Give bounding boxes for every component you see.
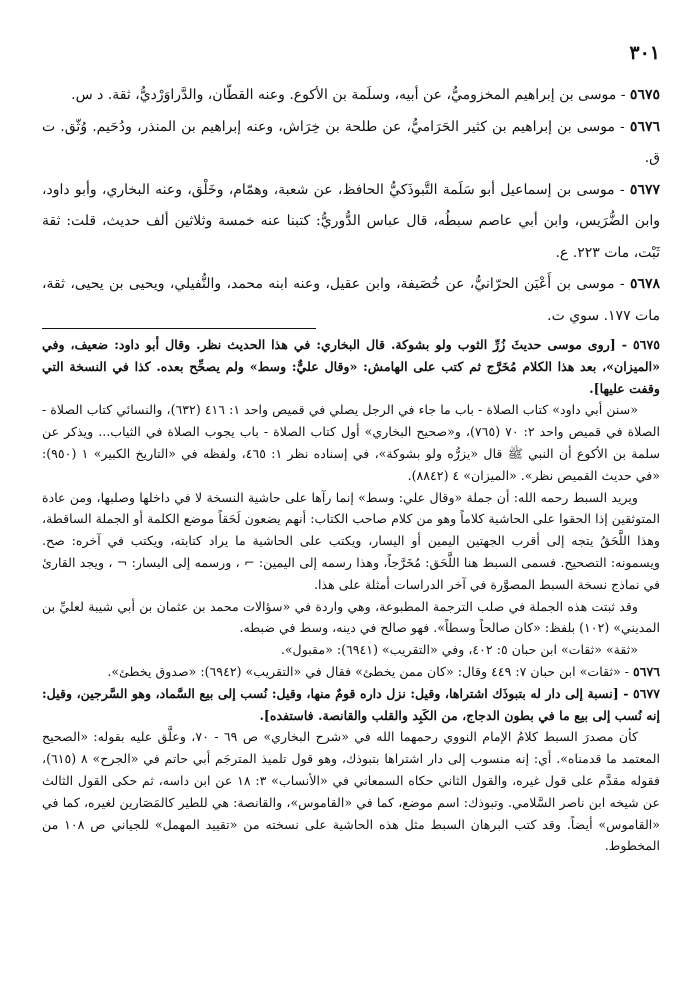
footnotes: [42, 334, 660, 857]
biographical-entries: [42, 80, 660, 332]
note-text: كأن مصدرَ السبط كلامُ الإمام النووي رحمهما الله في «شرح البخاري» ص ٦٩ - ٧٠، وعلَّق عليه بقوله: «الصحيح المعتمد ما قدمناه». أي: إنه منسوب إلى دار اشتراها بتبوذك، وهو قول تلميذ المترجَم أبي حاتم في «الجرح» ٨ (٦١٥)، فقوله مقدَّم على قول غيره، والقول الثاني حكاه السمعاني في «الأنساب» ٣: ١٨ عن ابن داسه، ثم حكى القول الثالث عن شيخه ابن ناصر السَّلامي. وتبوذك: اسم موضع، كما في «القاموس»، والقانصة: هي للطير كالمَصَارين لغيره، كما في «القاموس» أيضاً. وقد كتب البرهان السبط مثل هذه الحاشية على نسخته من «تقييد المهمل» للجياني ص ١٠٨ من المخطوط.: [42, 729, 661, 854]
entry-number: ٥٦٧٨: [629, 276, 661, 292]
note-5677: [42, 683, 660, 727]
entry-number: ٥٦٧٥: [629, 87, 660, 103]
note-number: ٥٦٧٥: [632, 337, 660, 352]
entry-text: - موسى بن أَعْيَن الحرّانيُّ، عن خُصَيفة، وابن عقيل، وعنه ابنه محمد، والنُّفيلي، ويحيى بن يحيى، ثقة، مات ١٧٧. سوي ت.: [42, 276, 660, 324]
note-text: وقد ثبتت هذه الجملة في صلب الترجمة المطبوعة، وهي واردة في «سؤالات محمد بن عثمان بن أبي شيبة لعليِّ بن المديني» (١٠٢) بلفظ: «كان صالحاً وسطاً». فهو صالح في دينه، وسط في ضبطه.: [42, 598, 660, 636]
entry-number: ٥٦٧٧: [629, 181, 660, 198]
page-number: ٣٠١: [629, 42, 660, 64]
footnote-separator: [42, 328, 316, 329]
note-text: «ثقة» «ثقات» ابن حبان ٥: ٤٠٢، وفي «التقريب» (٦٩٤١): «مقبول».: [280, 642, 638, 658]
entry-5675: [42, 80, 660, 112]
note-paragraph: [42, 399, 660, 486]
entry-5677: [42, 175, 660, 270]
note-number: ٥٦٧٦: [632, 663, 660, 679]
entry-5676: [42, 112, 660, 175]
entry-number: ٥٦٧٦: [629, 118, 660, 135]
note-paragraph: [42, 726, 660, 857]
note-text: - «ثقات» ابن حبان ٧: ٤٤٩ وقال: «كان ممن يخطئ» فقال في «التقريب» (٦٩٤٢): «صدوق يخطئ».: [107, 663, 629, 679]
note-text: ويريد السبط رحمه الله: أن جملة «وقال علي: وسط» إنما رآها على حاشية النسخة لا في داخلها وصلبها، ومن عادة المتوثقين إذا الحقوا على الحاشية كلاماً وهو من كلام صاحب الكتاب: أنهم يضعون لَحَقاً موضع الكلمة أو الجملة الساقطة، وهذا اللَّحَقُ يتجه إلى أقرب الجهتين اليمين أو اليسار، ويكتب على الحاشية ما يراد كتابته، ويكتب في آخره: صح. ويسمونه: التصحيح. فسمى السبط هنا اللَّحَق: مُخَرَّجاً، وهذا رسمه إلى اليمين: ⌐ ، ورسمه إلى اليسار: ¬ ، ويجد القارئ في نماذج نسخة السبط المصوَّرة في آخر الدراسات أمثلة على هذا.: [42, 489, 660, 592]
note-text: «سنن أبي داود» كتاب الصلاة - باب ما جاء في الرجل يصلي في قميص واحد ١: ٤١٦ (٦٣٢)، والنسائي كتاب الصلاة - الصلاة في قميص واحد ٢: ٧٠ (٧٦٥)، و«صحيح البخاري» أول كتاب الصلاة - باب يجوب الصلاة في الثياب... ويذكر عن سلمة بن الأكوع أن النبي ﷺ قال «يزرُّه ولو بشوكة»، في إسناده نظر ١: ٤٦٥، ولفظه في «التاريخ الكبير» ١ (٩٥٠): «في حديث القميص نظر». «الميزان» ٤ (٨٨٤٢).: [42, 402, 660, 483]
note-5676: [42, 661, 660, 683]
note-paragraph: [42, 639, 660, 661]
note-paragraph: [42, 487, 660, 596]
entry-text: - موسى بن إبراهيم المخزوميُّ، عن أبيه، وسلَمة بن الأكوع. وعنه القطّان، والدَّراوَرْديُّ، ثقة. د س.: [71, 87, 626, 103]
note-number: ٥٦٧٧: [632, 685, 660, 701]
note-text: - [روى موسى حديثَ زُرِّ الثوب ولو بشوكة. قال البخاري: في هذا الحديث نظر. وقال أبو داود: ضعيف، وفي «الميزان»، بعد هذا الكلام مُخَرَّج ثم كتب على الهامش: «وقال عليٌّ: وسط» ولم يصحِّح بعده. كذا في النسخة التي وقفت عليها].: [42, 337, 660, 396]
note-paragraph: [42, 596, 660, 640]
book-page: [42, 0, 660, 989]
note-text: - [نسبة إلى دار له بتبوذَك اشتراها، وقيل: نزل داره قومٌ منها، وقيل: نُسب إلى بيع السَّماد، وهو السَّرجين، وقيل: إنه نُسب إلى بيع ما في بطون الدجاج، من الكَبِد والقلب والقانصة. فاستفده].: [42, 685, 660, 723]
entry-text: - موسى بن إبراهيم بن كثير الحَرَاميُّ، عن طلحة بن خِرَاش، وعنه إبراهيم بن المنذر، ودُحَيم. وُثّق. ت ق.: [42, 118, 660, 166]
note-5675: [42, 334, 660, 399]
entry-text: - موسى بن إسماعيل أبو سَلَمة التَّبوذَكيُّ الحافظ، عن شعبة، وهمّام، وخَلْق، وعنه البخاري، وأبو داود، وابن الضُّرَيس، وابن أبي عاصم سبطُه، قال عباس الدُّوريُّ: كتبنا عنه خمسة وثلاثين ألف حديث، قلت: ثقة ثَبْت، مات ٢٢٣. ع.: [42, 181, 660, 261]
entry-5678: [42, 269, 660, 332]
